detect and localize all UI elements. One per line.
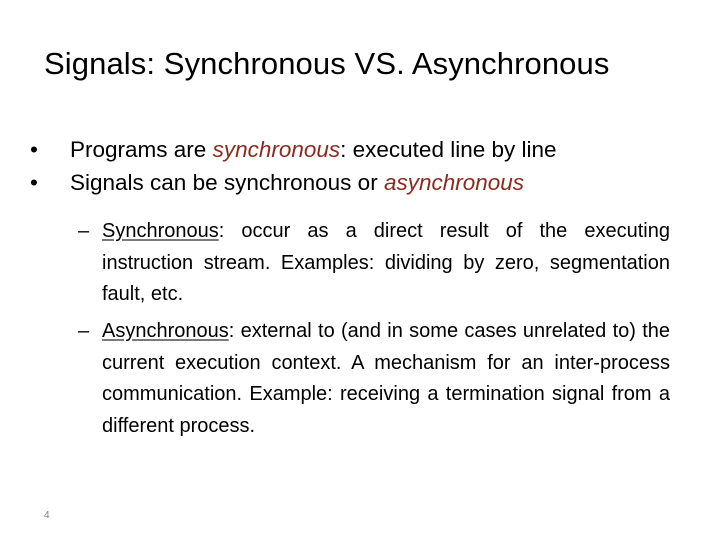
sub-bullet-synchronous — [78, 216, 670, 311]
sub-bullet-marker: – — [78, 220, 90, 242]
bullet-text: Programs are — [70, 137, 213, 162]
bullet-list — [30, 133, 700, 199]
sub-bullet-text: : external to (and in some cases unrelated to) the current execution context. A mechanism for an inter-process communication. Example: receiving a termination signal from a different process. — [102, 320, 670, 437]
sub-bullet-marker: – — [78, 320, 90, 342]
sub-bullet-asynchronous — [78, 316, 670, 442]
bullet-item — [30, 133, 700, 166]
slide-title: Signals: Synchronous VS. Asynchronous — [44, 46, 610, 81]
bullet-text: Signals can be synchronous or — [70, 170, 384, 195]
emphasis-term: asynchronous — [383, 170, 525, 195]
bullet-item — [30, 166, 700, 199]
sub-bullet-term: Synchronous — [102, 220, 219, 242]
bullet-marker: • — [30, 170, 38, 195]
page-number: 4 — [44, 510, 50, 521]
sub-bullet-term: Asynchronous — [102, 320, 229, 342]
emphasis-term: synchronous — [212, 137, 341, 162]
bullet-text: : executed line by line — [340, 137, 557, 162]
sub-bullet-text: : occur as a direct result of the executing instruction stream. Examples: dividing by zero, segmentation fault, etc. — [102, 220, 670, 305]
bullet-marker: • — [30, 137, 38, 162]
